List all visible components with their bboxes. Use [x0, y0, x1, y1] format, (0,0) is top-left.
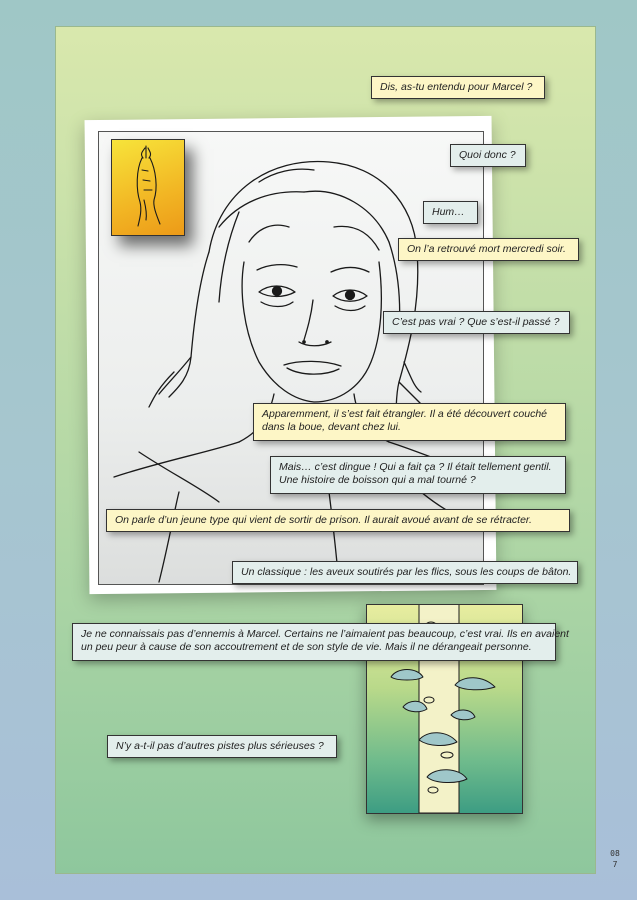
bubble-text: On l’a retrouvé mort mercredi soir.: [407, 243, 566, 255]
bubble-text-line: Apparemment, il s’est fait étrangler. Il a été découvert couché: [262, 408, 548, 420]
bubble-text: Dis, as-tu entendu pour Marcel ?: [380, 81, 533, 93]
speech-bubble: [106, 509, 570, 532]
speech-bubble: [398, 238, 579, 261]
bubble-text: Un classique : les aveux soutirés par les flics, sous les coups de bâton.: [241, 566, 572, 578]
bubble-text: Hum…: [432, 206, 465, 218]
bubble-text-line: un peu peur à cause de son accoutrement et de son style de vie. Mais il ne dérangeait personne.: [81, 641, 532, 653]
speech-bubble: [253, 403, 566, 441]
speech-bubble: [72, 623, 569, 661]
speech-bubble: [423, 201, 478, 224]
bubble-text-line: Je ne connaissais pas d’ennemis à Marcel. Certains ne l’aimaient pas beaucoup, c’est vrai. Ils en avaient: [81, 628, 569, 640]
speech-bubble: [450, 144, 526, 167]
speech-bubble: [371, 76, 545, 99]
bubble-text-line: Mais… c’est dingue ! Qui a fait ça ? Il était tellement gentil.: [279, 461, 552, 473]
speech-bubble: [232, 561, 578, 584]
root-illustration-card: [111, 139, 185, 236]
bubble-text: Quoi donc ?: [459, 149, 516, 161]
bubble-text-line: Une histoire de boisson qui a mal tourné ?: [279, 474, 476, 486]
bubble-text: N’y a-t-il pas d’autres pistes plus sérieuses ?: [116, 740, 324, 752]
speech-bubble: [270, 456, 566, 494]
page-number: 087: [610, 849, 620, 869]
speech-bubble: [107, 735, 337, 758]
bubble-text-line: dans la boue, devant chez lui.: [262, 421, 401, 433]
speech-bubble: [383, 311, 570, 334]
bubble-text: C’est pas vrai ? Que s’est-il passé ?: [392, 316, 560, 328]
bubble-text: On parle d’un jeune type qui vient de sortir de prison. Il aurait avoué avant de se rétracter.: [115, 514, 532, 526]
